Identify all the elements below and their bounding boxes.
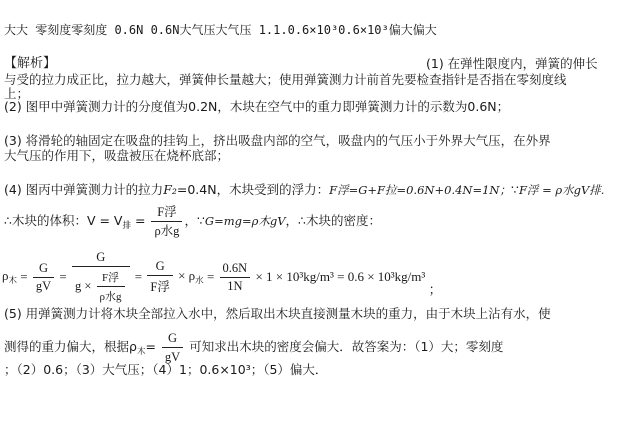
- p5-line-d: ；（2）0.6；（3）大气压；（4）1；0.6×10³；（5）偏大．: [4, 362, 328, 377]
- times-rho-water: × $\rho_水$: [178, 268, 204, 285]
- eq-3: =: [134, 269, 143, 284]
- p4-f2: F₂: [163, 182, 177, 197]
- p5-text-c: 可知求出木块的密度会偏大．故答案为：（1）大；零刻度: [189, 339, 504, 354]
- p4-text-c: ，∴木块的密度：: [285, 213, 382, 228]
- p3-line-a: (3) 将滑轮的轴固定在吸盘的挂钩上，挤出吸盘内部的空气，吸盘内的气压小于外界大气压，在外界: [4, 133, 551, 148]
- frac-p5-g-gv: $\frac{G}{gV}$: [162, 330, 183, 365]
- p1-line-c: 上；: [4, 86, 30, 101]
- p3-line-b: 大气压的作用下，吸盘被压在烧杯底部；: [4, 148, 230, 163]
- p4-text-a: (4) 图丙中弹簧测力计的拉力: [4, 182, 164, 197]
- p4-line-a: [4, 182, 604, 198]
- eq-2: =: [59, 269, 67, 284]
- density-formula: [2, 250, 442, 304]
- frac-g-nested: G g × $\frac{\text{F浮}}{\text{ρ水g}}$: [72, 250, 130, 304]
- density-semicolon: ；: [428, 281, 442, 297]
- frac-06-1n: $\frac{0.6N}{1N}$: [220, 261, 251, 294]
- eq-1: =: [20, 269, 28, 284]
- volume-frac-num: F浮: [151, 204, 182, 222]
- p1-line-a: (1) 在弹性限度内，弹簧的伸长: [426, 56, 598, 71]
- volume-fraction: [151, 204, 182, 239]
- density-tail: × 1 × 10³kg/m³ = 0.6 × 10³kg/m³: [255, 269, 426, 284]
- p4-text-b: ∴木块的体积：V = V: [4, 213, 123, 228]
- p5-b-sub: 木: [136, 347, 146, 357]
- frac-g-gv: $\frac{G}{gV}$: [33, 261, 54, 294]
- p4-buoyancy-eq: F浮=G+F拉=0.6N+0.4N=1N；: [329, 183, 511, 197]
- eq-4: =: [206, 269, 215, 284]
- p5-b-eq: =: [145, 339, 156, 354]
- p4-b-eq: =: [131, 213, 146, 228]
- p1-line-b: 与受的拉力成正比，拉力越大，弹簧伸长量越大；使用弹簧测力计前首先要检查指针是否指在零刻度线: [4, 72, 567, 87]
- p4-since: ∵: [511, 182, 519, 197]
- p5-line-b: [4, 330, 503, 365]
- p5-text-b: 测得的重力偏大，根据ρ: [4, 339, 137, 354]
- p4-b-sub: 排: [122, 221, 131, 231]
- p4-weight-eq: G=mg=ρ木gV: [204, 214, 286, 228]
- frac-g-f: $\frac{G}{\text{F浮}}$: [147, 259, 172, 295]
- volume-frac-den: ρ水g: [154, 224, 180, 238]
- analysis-heading: 【解析】: [4, 56, 57, 71]
- p4-since2: ，∵: [184, 213, 205, 228]
- rho-symbol: $\rho_木$: [2, 268, 18, 285]
- p4-f2-eq: =0.4N，木块受到的浮力：: [176, 182, 330, 197]
- p4-line-b: [4, 204, 381, 239]
- answers-line: 大大 零刻度零刻度 0.6N 0.6N大气压大气压 1.1.0.6×10³0.6×10³偏大偏大: [4, 23, 437, 37]
- p4-buoyancy-eq2: F浮 = ρ水gV排.: [518, 183, 605, 197]
- p5-line-a: (5) 用弹簧测力计将木块全部拉入水中，然后取出木块直接测量木块的重力，由于木块上沾有水，使: [4, 306, 551, 321]
- p2-line: (2) 图甲中弹簧测力计的分度值为0.2N，木块在空气中的重力即弹簧测力计的示数为0.6N；: [4, 99, 510, 114]
